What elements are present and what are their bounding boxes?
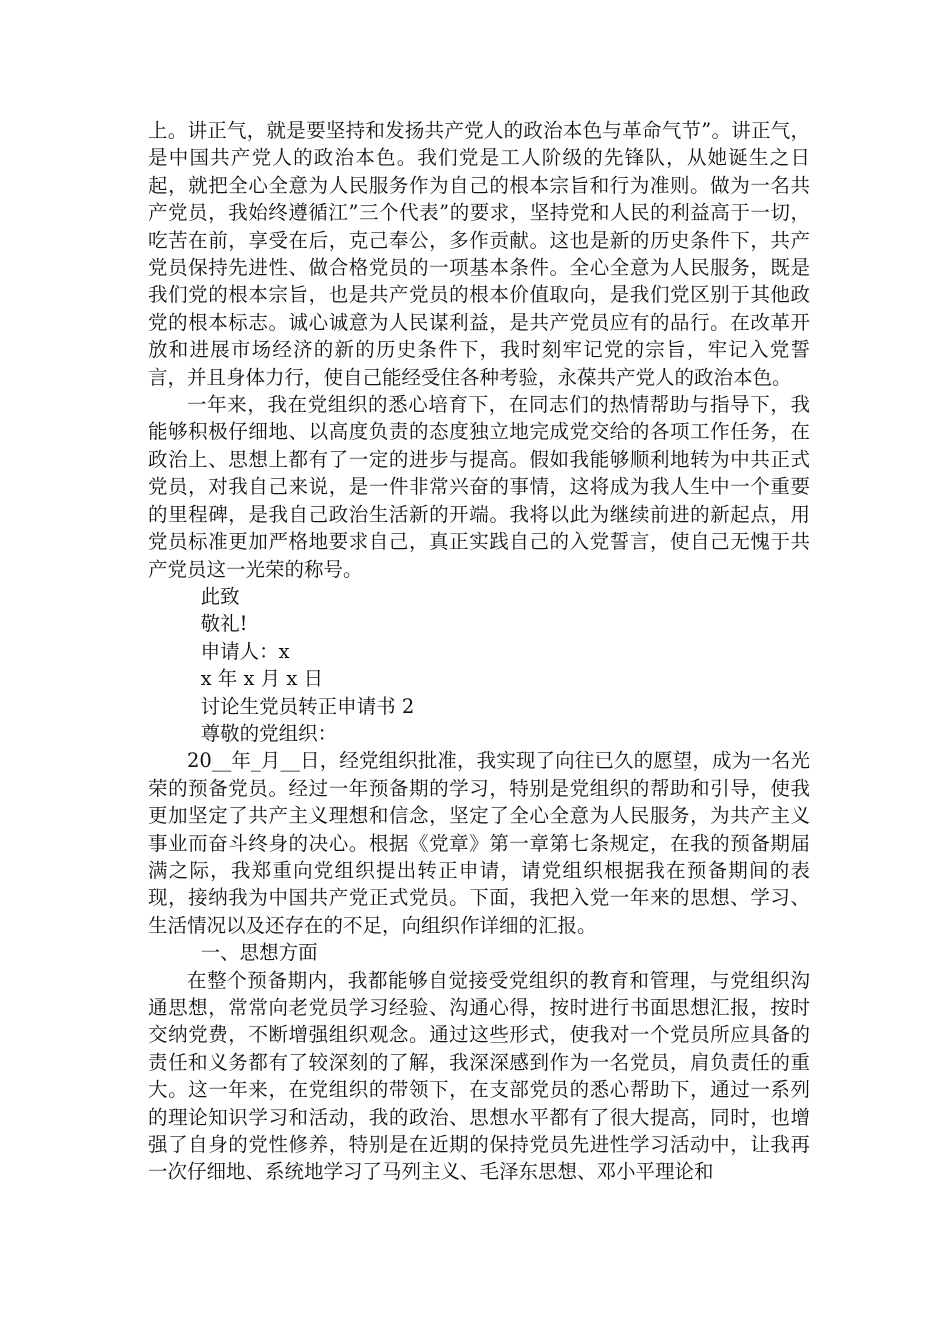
paragraph-3: 20__年_月__日，经党组织批准，我实现了向往已久的愿望，成为一名光荣的预备党员。经过一年预备期的学习，特别是党组织的帮助和引导，使我更加坚定了共产主义理想和信念，坚定了全心全意为人民服务，为共产主义事业而奋斗终身的决心。根据《党章》第一章第七条规定，在我的预备期届满之际，我郑重向党组织提出转正申请，请党组织根据我在预备期间的表现，接纳我为中国共产党正式党员。下面，我把入党一年来的思想、学习、生活情况以及还存在的不足，向组织作详细的汇报。 [148,749,810,937]
salutation: 尊敬的党组织： [200,721,338,745]
paragraph-2: 一年来，我在党组织的悉心培育下，在同志们的热情帮助与指导下，我能够积极仔细地、以高度负责的态度独立地完成党交给的各项工作任务，在政治上、思想上都有了一定的进步与提高。假如我能够顺利地转为中共正式党员，对我自己来说，是一件非常兴奋的事情，这将成为我人生中一个重要的里程碑，是我自己政治生活新的开端。我将以此为继续前进的新起点，用党员标准更加严格地要求自己，真正实践自己的入党誓言，使自己无愧于共产党员这一光荣的称号。 [148,393,810,581]
applicant-line: 申请人：x [200,639,290,663]
document-page [148,117,810,1186]
closing-line-1: 此致 [200,584,240,608]
section-heading-1: 一、思想方面 [200,941,318,965]
document-title-2: 讨论生党员转正申请书 2 [200,694,415,718]
paragraph-1: 上。讲正气，就是要坚持和发扬共产党人的政治本色与革命气节”。讲正气，是中国共产党人的政治本色。我们党是工人阶级的先锋队，从她诞生之日起，就把全心全意为人民服务作为自己的根本宗旨和行为准则。做为一名共产党员，我始终遵循江”三个代表”的要求，坚持党和人民的利益高于一切，吃苦在前，享受在后，克己奉公，多作贡献。这也是新的历史条件下，共产党员保持先进性、做合格党员的一项基本条件。全心全意为人民服务，既是我们党的根本宗旨，也是共产党员的根本价值取向，是我们党区别于其他政党的根本标志。诚心诚意为人民谋利益，是共产党员应有的品行。在改革开放和进展市场经济的新的历史条件下，我时刻牢记党的宗旨，牢记入党誓言，并且身体力行，使自己能经受住各种考验，永葆共产党人的政治本色。 [148,119,810,389]
closing-line-2: 敬礼! [200,612,248,636]
paragraph-4: 在整个预备期内，我都能够自觉接受党组织的教育和管理，与党组织沟通思想，常常向老党员学习经验、沟通心得，按时进行书面思想汇报，按时交纳党费，不断增强组织观念。通过这些形式，使我对一个党员所应具备的责任和义务都有了较深刻的了解，我深深感到作为一名党员，肩负责任的重大。这一年来，在党组织的带领下，在支部党员的悉心帮助下，通过一系列的理论知识学习和活动，我的政治、思想水平都有了很大提高，同时，也增强了自身的党性修养，特别是在近期的保持党员先进性学习活动中，让我再一次仔细地、系统地学习了马列主义、毛泽东思想、邓小平理论和 [148,968,810,1184]
date-line: x 年 x 月 x 日 [200,667,324,691]
